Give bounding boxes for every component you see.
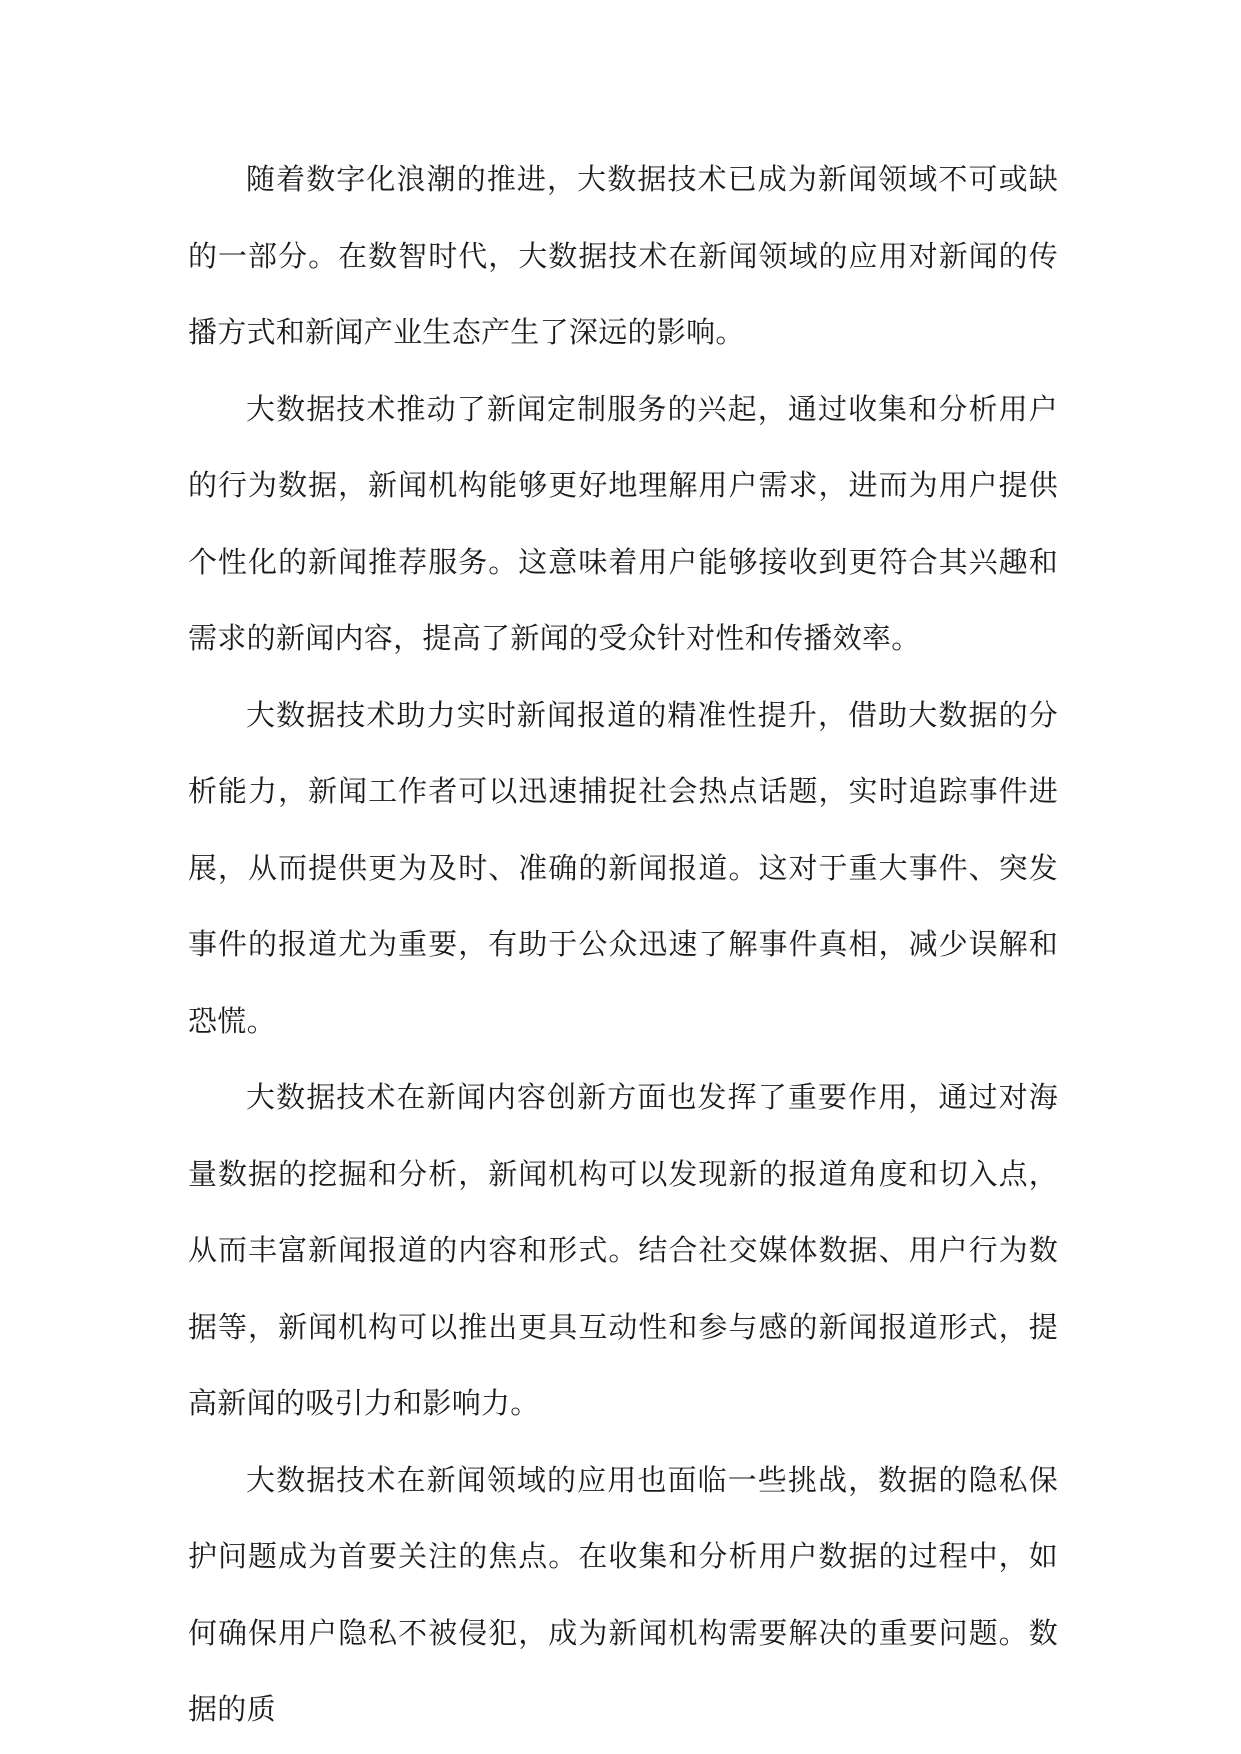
paragraph-2: 大数据技术推动了新闻定制服务的兴起，通过收集和分析用户的行为数据，新闻机构能够更好地理解用户需求，进而为用户提供个性化的新闻推荐服务。这意味着用户能够接收到更符合其兴趣和需求的新闻内容，提高了新闻的受众针对性和传播效率。 xyxy=(188,391,1058,655)
paragraph-4: 大数据技术在新闻内容创新方面也发挥了重要作用，通过对海量数据的挖掘和分析，新闻机构可以发现新的报道角度和切入点，从而丰富新闻报道的内容和形式。结合社交媒体数据、用户行为数据等，新闻机构可以推出更具互动性和参与感的新闻报道形式，提高新闻的吸引力和影响力。 xyxy=(188,1080,1058,1420)
paragraph-5: 大数据技术在新闻领域的应用也面临一些挑战，数据的隐私保护问题成为首要关注的焦点。在收集和分析用户数据的过程中，如何确保用户隐私不被侵犯，成为新闻机构需要解决的重要问题。数据的质 xyxy=(188,1462,1058,1726)
paragraph-1: 随着数字化浪潮的推进，大数据技术已成为新闻领域不可或缺的一部分。在数智时代，大数据技术在新闻领域的应用对新闻的传播方式和新闻产业生态产生了深远的影响。 xyxy=(188,162,1058,349)
document-body xyxy=(188,141,1058,1748)
paragraph-3: 大数据技术助力实时新闻报道的精准性提升，借助大数据的分析能力，新闻工作者可以迅速捕捉社会热点话题，实时追踪事件进展，从而提供更为及时、准确的新闻报道。这对于重大事件、突发事件的报道尤为重要，有助于公众迅速了解事件真相，减少误解和恐慌。 xyxy=(188,697,1058,1038)
